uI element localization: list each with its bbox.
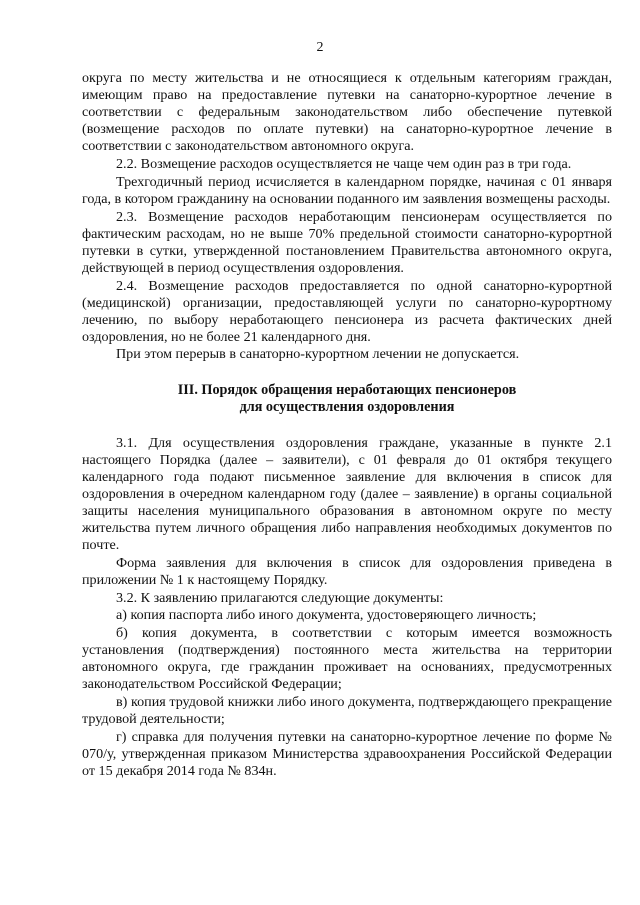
- paragraph-p-2-3: 2.3. Возмещение расходов неработающим пенсионерам осуществляется по фактическим расходам, но не выше 70% предельной стоимости санаторно-курортной путевки в сутки, утвержденной постановлением Правительства автономного округа, действующей в период осуществления оздоровления.: [82, 208, 612, 276]
- paragraph-p-3-2: 3.2. К заявлению прилагаются следующие документы:: [116, 589, 444, 606]
- paragraph-p-3-2-a: а) копия паспорта либо иного документа, удостоверяющего личность;: [116, 607, 537, 624]
- paragraph-p-3-1: 3.1. Для осуществления оздоровления граждане, указанные в пункте 2.1 настоящего Порядка (далее – заявители), с 01 февраля до 01 октября текущего календарного года подают письменное заявление для включения в список для оздоровления в очередном календарном году (далее – заявление) в органы социальной защиты населения муниципального образования в автономном округе по месту жительства путем личного обращения либо направления необходимых документов по почте.: [82, 434, 612, 554]
- paragraph-p-3-1-form: Форма заявления для включения в список для оздоровления приведена в приложении № 1 к настоящему Порядку.: [82, 554, 612, 588]
- document-body: [82, 70, 612, 781]
- paragraph-p-2-4-break: При этом перерыв в санаторно-курортном лечении не допускается.: [116, 346, 520, 363]
- paragraph-p-2-2: 2.2. Возмещение расходов осуществляется не чаще чем один раз в три года.: [116, 156, 572, 173]
- paragraph-p-2-2-period: Трехгодичный период исчисляется в календарном порядке, начиная с 01 января года, в котором гражданину на основании поданного им заявления возмещены расходы.: [82, 173, 612, 207]
- paragraph-p-3-2-b: б) копия документа, в соответствии с которым имеется возможность установления (подтверждения) постоянного места жительства на территории автономного округа, где гражданин проживает на основаниях, предусмотренных законодательством Российской Федерации;: [82, 624, 612, 693]
- page-number: 2: [316, 40, 324, 55]
- section-3-heading-line-2: для осуществления оздоровления: [239, 399, 455, 416]
- section-3-heading-line-1: III. Порядок обращения неработающих пенсионеров: [177, 381, 517, 398]
- paragraph-p-3-2-v: в) копия трудовой книжки либо иного документа, подтверждающего прекращение трудовой деятельности;: [82, 693, 612, 728]
- paragraph-p-continuation: округа по месту жительства и не относящиеся к отдельным категориям граждан, имеющим право на предоставление путевки на санаторно-курортное лечение в соответствии с федеральным законодательством либо обеспечение путевкой (возмещение расходов по оплате путевки) на санаторно-курортное лечение в соответствии с законодательством автономного округа.: [82, 70, 612, 155]
- paragraph-p-2-4: 2.4. Возмещение расходов предоставляется по одной санаторно-курортной (медицинской) организации, предоставляющей услуги по санаторно-курортному лечению, по выбору неработающего пенсионера из расчета фактических дней оздоровления, но не более 21 календарного дня.: [82, 277, 612, 345]
- section-3-paragraphs: [82, 435, 612, 780]
- section-2-paragraphs: [82, 70, 612, 364]
- paragraph-p-3-2-g: г) справка для получения путевки на санаторно-курортное лечение по форме № 070/у, утвержденная приказом Министерства здравоохранения Российской Федерации от 15 декабря 2014 года № 834н.: [82, 728, 612, 779]
- section-3-heading: [82, 382, 612, 417]
